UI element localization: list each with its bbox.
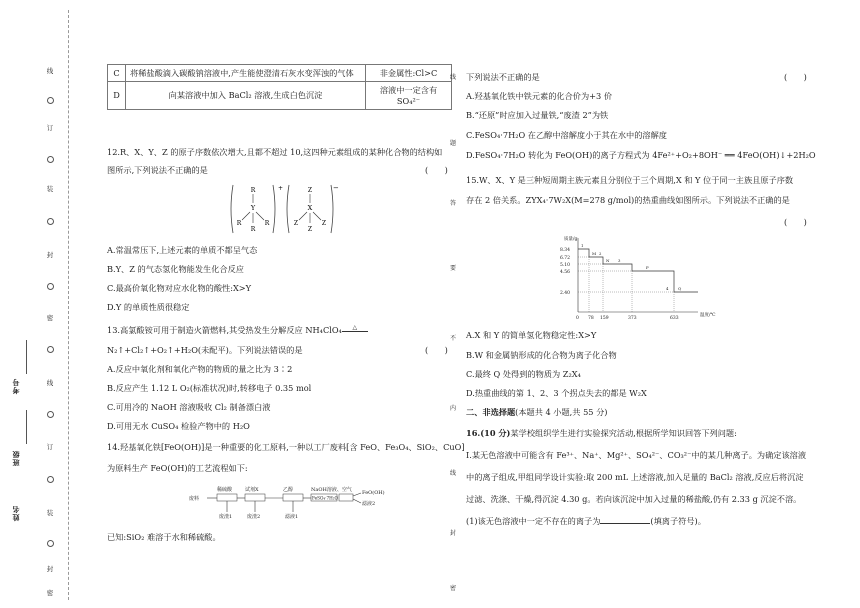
q13-option-a: A.反应中氧化剂和氧化产物的物质的量之比为 3∶2 xyxy=(107,364,293,374)
seal-mark: 封 xyxy=(46,251,54,259)
svg-text:Q: Q xyxy=(678,286,682,291)
option-key: D xyxy=(108,82,126,110)
seal-circle xyxy=(44,476,56,485)
svg-text:稀硫酸: 稀硫酸 xyxy=(217,487,233,493)
svg-text:废渣2: 废渣2 xyxy=(247,514,261,520)
name-label: 姓名 xyxy=(11,505,20,521)
answer-blank[interactable] xyxy=(600,516,650,524)
svg-text:−: − xyxy=(333,184,339,192)
seal-mark: 线 xyxy=(46,379,54,387)
option-operation: 将稀盐酸滴入碳酸钠溶液中,产生能使澄清石灰水变浑浊的气体 xyxy=(126,65,366,82)
svg-text:Z: Z xyxy=(293,220,299,227)
svg-text:P: P xyxy=(646,265,649,270)
option-operation: 向某溶液中加入 BaCl₂ 溶液,生成白色沉淀 xyxy=(126,82,366,110)
q12-option-b: B.Y、Z 的气态氢化物能发生化合反应 xyxy=(107,264,244,274)
svg-text:N: N xyxy=(606,258,610,263)
svg-text:4.56: 4.56 xyxy=(560,270,571,275)
svg-text:滤液2: 滤液2 xyxy=(362,501,376,507)
q12-option-c: C.最高价氧化物对应水化物的酸性:X>Y xyxy=(107,283,252,293)
chart-xlabel: 温度/℃ xyxy=(700,313,716,318)
q12-stem-cont: 图所示,下列说法不正确的是 xyxy=(107,165,208,175)
q15-option-b: B.W 和金属钠形成的化合物为离子化合物 xyxy=(466,350,617,360)
binding-margin xyxy=(0,0,68,608)
binding-line xyxy=(68,10,69,600)
q16-stem: 16.(10 分)某学校组织学生进行实验探究活动,根据所学知识回答下列问题: xyxy=(466,428,737,438)
q16-sub1: (1)该无色溶液中一定不存在的离子为 (填离子符号)。 xyxy=(466,516,706,526)
q13-stem: 13.高氯酸铵可用于制造火箭燃料,其受热发生分解反应 NH₄ClO₄ △ xyxy=(107,325,368,335)
q14-stem-cont: 为原料生产 FeO(OH)的工艺流程如下: xyxy=(107,463,248,473)
q11-options-table xyxy=(107,64,452,110)
seal-circle xyxy=(44,156,56,165)
svg-text:8.34: 8.34 xyxy=(560,248,571,253)
svg-text:乙醇: 乙醇 xyxy=(283,487,294,493)
seal-circle xyxy=(44,283,56,292)
seal-mark: 线 xyxy=(46,67,54,75)
q15-option-d: D.热重曲线的第 1、2、3 个拐点失去的都是 W₂X xyxy=(466,388,647,398)
q14-stem: 14.羟基氧化铁[FeO(OH)]是一种重要的化工原料,一种以工厂废料[含 FeO、Fe₃O₄、SiO₂、CuO] xyxy=(107,442,465,452)
svg-text:1: 1 xyxy=(581,243,584,248)
svg-text:Z: Z xyxy=(307,226,313,233)
svg-text:5.10: 5.10 xyxy=(560,263,571,268)
q13-option-b: B.反应产生 1.12 L O₂(标准状况)时,转移电子 0.35 mol xyxy=(107,383,312,393)
svg-text:78: 78 xyxy=(588,316,594,321)
q14-option-d: D.FeSO₄·7H₂O 转化为 FeO(OH)的离子方程式为 4Fe²⁺+O₂+8OH⁻ ══ 4FeO(OH)↓+2H₂O xyxy=(466,150,816,160)
svg-text:6.72: 6.72 xyxy=(560,256,571,261)
seal-mark: 密 xyxy=(46,314,54,322)
svg-text:373: 373 xyxy=(628,316,637,321)
chart-ylabel: 质量/g xyxy=(564,237,578,242)
q16-part1-line2: 中的离子组成,甲组同学设计实验:取 200 mL 上述溶液,加入足量的 BaCl₂ 溶液,反应后将沉淀 xyxy=(466,472,804,482)
seal-mark: 装 xyxy=(46,185,54,193)
q15-option-a: A.X 和 Y 的简单氢化物稳定性:X>Y xyxy=(466,330,597,340)
section-2-heading: 二、非选择题(本题共 4 小题,共 55 分) xyxy=(466,407,608,417)
atom-x: X xyxy=(307,204,313,212)
q14-note: 已知:SiO₂ 难溶于水和稀硫酸。 xyxy=(107,532,221,542)
q14-option-a: A.羟基氧化铁中铁元素的化合价为+3 价 xyxy=(466,91,613,101)
svg-text:滤液1: 滤液1 xyxy=(285,514,299,520)
seal-mark: 密 xyxy=(46,589,54,597)
svg-text:0: 0 xyxy=(576,316,579,321)
svg-text:M: M xyxy=(592,251,597,256)
q15-stem-cont: 存在 2 倍关系。ZYX₄·7W₂X(M=278 g/mol)的热重曲线如图所示。下列说法不正确的是 xyxy=(466,195,790,205)
table-row xyxy=(108,65,452,82)
svg-text:Z: Z xyxy=(321,220,327,227)
seal-circle xyxy=(44,97,56,106)
q12-structure-diagram xyxy=(229,183,339,235)
svg-text:R: R xyxy=(250,226,256,233)
seal-mark: 装 xyxy=(46,509,54,517)
name-line xyxy=(26,410,27,444)
exam-no-label: 考号 xyxy=(11,378,20,394)
q13-answer-paren: ( ) xyxy=(425,345,448,355)
atom-y: Y xyxy=(250,204,256,212)
q14-process-flow xyxy=(187,484,407,522)
svg-text:633: 633 xyxy=(670,316,679,321)
svg-text:159: 159 xyxy=(600,316,609,321)
svg-text:Z: Z xyxy=(307,187,313,194)
svg-text:NaOH溶液、空气: NaOH溶液、空气 xyxy=(311,487,352,493)
svg-text:废渣1: 废渣1 xyxy=(219,514,233,520)
svg-text:3: 3 xyxy=(618,258,621,263)
seal-mark: 封 xyxy=(46,565,54,573)
seal-circle xyxy=(44,411,56,420)
svg-text:4: 4 xyxy=(666,286,669,291)
seal-circle xyxy=(44,218,56,227)
svg-text:FeO(OH): FeO(OH) xyxy=(362,490,385,496)
svg-text:FeSO₄·7H₂O: FeSO₄·7H₂O xyxy=(312,495,338,501)
q12-answer-paren: ( ) xyxy=(425,165,448,175)
svg-text:R: R xyxy=(264,220,270,227)
option-conclusion: 溶液中一定含有 SO₄²⁻ xyxy=(366,82,452,110)
svg-text:试剂X: 试剂X xyxy=(245,487,259,493)
q15-thermogravimetric-chart xyxy=(558,232,718,324)
svg-text:+: + xyxy=(278,185,284,192)
q15-stem: 15.W、X、Y 是三种短周期主族元素且分别位于三个周期,X 和 Y 位于同一主族且原子序数 xyxy=(466,175,794,185)
q14-cont: 下列说法不正确的是 xyxy=(466,72,540,82)
svg-text:R: R xyxy=(236,220,242,227)
q14-option-b: B.“还原”时应加入过量铁,“废渣 2”为铁 xyxy=(466,110,609,120)
q13-stem-cont: N₂↑+Cl₂↑+O₂↑+H₂O(未配平)。下列说法错误的是 xyxy=(107,345,303,355)
svg-text:2.40: 2.40 xyxy=(560,291,571,296)
q15-answer-paren: ( ) xyxy=(784,217,807,227)
seal-circle xyxy=(44,346,56,355)
class-label: 班级 xyxy=(11,450,20,466)
q15-option-c: C.最终 Q 处得到的物质为 Z₂X₄ xyxy=(466,369,581,379)
q12-option-a: A.常温常压下,上述元素的单质不都呈气态 xyxy=(107,245,258,255)
table-row xyxy=(108,82,452,110)
svg-text:废料: 废料 xyxy=(189,496,200,502)
seal-mark: 订 xyxy=(46,124,54,132)
q12-stem: 12.R、X、Y、Z 的原子序数依次增大,且都不超过 10,这四种元素组成的某种化合物的结构如 xyxy=(107,147,443,157)
q14-option-c: C.FeSO₄·7H₂O 在乙醇中溶解度小于其在水中的溶解度 xyxy=(466,130,667,140)
q12-option-d: D.Y 的单质性质很稳定 xyxy=(107,302,190,312)
q13-option-d: D.可用无水 CuSO₄ 检验产物中的 H₂O xyxy=(107,421,250,431)
q16-part1-line3: 过滤、洗涤、干燥,得沉淀 4.30 g。若向该沉淀中加入过量的稀盐酸,仍有 2.33 g 沉淀不溶。 xyxy=(466,494,802,504)
q13-option-c: C.可用冷的 NaOH 溶液吸收 Cl₂ 制备漂白液 xyxy=(107,402,271,412)
option-conclusion: 非金属性:Cl>C xyxy=(366,65,452,82)
atom-r: R xyxy=(250,187,256,194)
q14-answer-paren: ( ) xyxy=(784,72,807,82)
svg-text:2: 2 xyxy=(599,251,602,256)
seal-circle xyxy=(44,540,56,549)
seal-mark: 订 xyxy=(46,443,54,451)
class-line xyxy=(26,340,27,374)
option-key: C xyxy=(108,65,126,82)
q16-part1-line1: Ⅰ.某无色溶液中可能含有 Fe³⁺、Na⁺、Mg²⁺、SO₄²⁻、CO₃²⁻中的某几种离子。为确定该溶液 xyxy=(466,450,807,460)
